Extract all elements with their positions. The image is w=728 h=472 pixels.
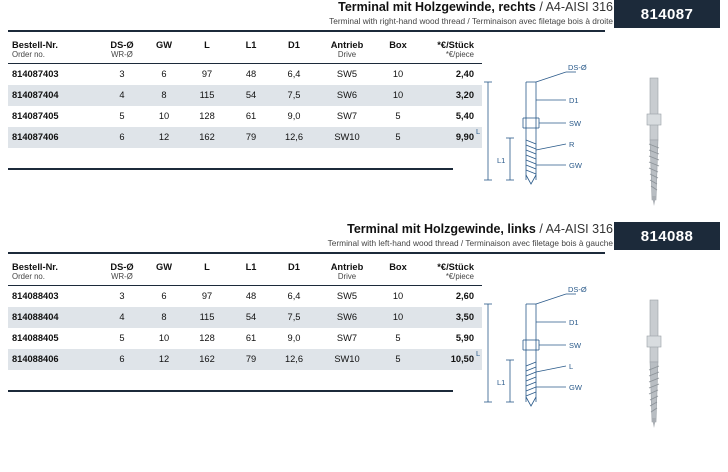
cell-drive: SW10 [334, 354, 360, 364]
cell-box: 10 [392, 69, 404, 80]
cell-l: 115 [199, 312, 215, 322]
section-title-block [93, 222, 613, 249]
cell-l: 162 [199, 354, 215, 364]
cell-order-no: 814088406 [12, 354, 59, 364]
cell-drive: SW10 [334, 132, 360, 142]
section-title-en-fr: Terminal with left-hand wood thread / Terminaison avec filetage bois à gauche [327, 238, 613, 248]
cell-l1: 54 [245, 312, 257, 322]
table-row [8, 127, 482, 148]
cell-d1: 12,6 [284, 354, 304, 364]
cell-gw: 6 [161, 69, 167, 80]
section-title-main: Terminal mit Holzgewinde, rechts [338, 0, 536, 14]
section-title-de [93, 0, 613, 15]
cell-gw: 8 [161, 90, 167, 100]
cell-l1: 48 [245, 69, 257, 80]
col-l-sub [184, 50, 230, 64]
cell-gw: 12 [158, 354, 170, 364]
table-bottom-divider [8, 390, 453, 392]
col-gw: GW [155, 40, 172, 50]
section-title-de [93, 222, 613, 237]
label-ds: DS-Ø [568, 285, 587, 294]
label-gw: GW [569, 161, 582, 170]
col-order-no-sub: Order no. [8, 50, 100, 64]
col-l: L [204, 40, 210, 50]
cell-order-no: 814087404 [12, 90, 59, 100]
cell-d1: 6,4 [287, 69, 301, 80]
cell-ds: 6 [119, 354, 125, 364]
spec-table-head [8, 258, 482, 286]
cell-box: 10 [392, 291, 404, 302]
cell-ds: 3 [119, 291, 125, 302]
cell-price: 2,40 [455, 69, 474, 80]
label-ds: DS-Ø [568, 63, 587, 72]
col-drive: Antrieb [330, 40, 364, 50]
cell-box: 5 [395, 354, 401, 364]
cell-order-no: 814088405 [12, 333, 59, 343]
col-price-sub: *€/piece [418, 50, 482, 64]
cell-d1: 9,0 [287, 111, 301, 121]
col-l1-sub [230, 272, 272, 286]
table-row [8, 307, 482, 328]
col-box-sub [378, 50, 418, 64]
product-section-right-hand [0, 0, 728, 170]
col-price: *€/Stück [437, 40, 474, 50]
cell-box: 10 [392, 90, 404, 100]
label-r: L [569, 362, 574, 371]
cell-gw: 8 [161, 312, 167, 322]
spec-table-head [8, 36, 482, 64]
cell-d1: 7,5 [287, 90, 301, 100]
cell-l1: 79 [245, 354, 257, 364]
col-gw-sub [144, 50, 184, 64]
drawing-label-group [476, 63, 587, 170]
cell-price: 9,90 [455, 132, 474, 142]
spec-table-body [8, 64, 482, 148]
col-d1: D1 [288, 262, 300, 272]
header-divider [8, 30, 605, 32]
cell-ds: 4 [119, 90, 125, 100]
cell-d1: 12,6 [284, 132, 304, 142]
table-row [8, 106, 482, 127]
table-header-row-main [8, 36, 482, 50]
col-d1-sub [272, 272, 316, 286]
col-box: Box [389, 262, 407, 272]
table-header-row-sub [8, 50, 482, 64]
cell-gw: 10 [158, 333, 170, 343]
cell-l1: 61 [245, 333, 257, 343]
col-ds-sub: WR-Ø [100, 50, 144, 64]
cell-d1: 9,0 [287, 333, 301, 343]
col-l: L [204, 262, 210, 272]
spec-table-wrap [8, 36, 474, 148]
col-price-sub: *€/piece [418, 272, 482, 286]
product-code-badge: 814087 [614, 0, 720, 28]
cell-l: 128 [199, 333, 215, 343]
table-header-row-sub [8, 272, 482, 286]
label-l: L [476, 349, 481, 358]
cell-price: 2,60 [455, 291, 474, 302]
cell-price: 5,40 [455, 111, 474, 121]
col-box: Box [389, 40, 407, 50]
table-row [8, 85, 482, 106]
cell-l1: 79 [245, 132, 257, 142]
label-l1: L1 [497, 378, 506, 387]
table-bottom-divider [8, 168, 453, 170]
cell-box: 5 [395, 132, 401, 142]
cell-l1: 48 [245, 291, 257, 302]
cell-order-no: 814088403 [12, 291, 59, 302]
cell-drive: SW5 [336, 69, 358, 80]
cell-ds: 4 [119, 312, 125, 322]
col-l1: L1 [245, 40, 257, 50]
col-gw: GW [155, 262, 172, 272]
label-gw: GW [569, 383, 582, 392]
cell-price: 5,90 [455, 333, 474, 343]
cell-d1: 7,5 [287, 312, 301, 322]
cell-l: 128 [199, 111, 215, 121]
col-price: *€/Stück [437, 262, 474, 272]
drawing-svg [470, 282, 720, 432]
col-d1: D1 [288, 40, 300, 50]
cell-order-no: 814087406 [12, 132, 59, 142]
col-d1-sub [272, 50, 316, 64]
col-gw-sub [144, 272, 184, 286]
table-row [8, 349, 482, 370]
table-row [8, 64, 482, 85]
col-l-sub [184, 272, 230, 286]
label-d1: D1 [569, 96, 579, 105]
cell-gw: 10 [158, 111, 170, 121]
col-order-no-sub: Order no. [8, 272, 100, 286]
spec-table [8, 36, 482, 148]
cell-order-no: 814088404 [12, 312, 59, 322]
drawing-label-group [476, 285, 587, 392]
cell-ds: 5 [119, 111, 125, 121]
cell-box: 10 [392, 312, 404, 322]
cell-l1: 54 [245, 90, 257, 100]
section-header [0, 0, 728, 34]
col-l1: L1 [245, 262, 257, 272]
col-order-no: Bestell-Nr. [12, 40, 58, 50]
cell-drive: SW5 [336, 291, 358, 302]
label-d1: D1 [569, 318, 579, 327]
cell-drive: SW7 [336, 333, 358, 343]
col-drive-sub: Drive [316, 50, 378, 64]
product-photo [647, 300, 661, 428]
technical-drawing [470, 60, 720, 210]
col-drive-sub: Drive [316, 272, 378, 286]
spec-table [8, 258, 482, 370]
cell-l: 162 [199, 132, 215, 142]
cell-price: 3,50 [455, 312, 474, 322]
cell-ds: 5 [119, 333, 125, 343]
product-code-badge: 814088 [614, 222, 720, 250]
cell-l: 97 [201, 69, 213, 80]
product-section-left-hand [0, 222, 728, 392]
cell-l: 97 [201, 291, 213, 302]
cell-box: 5 [395, 111, 401, 121]
cell-drive: SW7 [336, 111, 358, 121]
cell-gw: 6 [161, 291, 167, 302]
section-title-en-fr: Terminal with right-hand wood thread / Terminaison avec filetage bois à droite [329, 16, 613, 26]
label-r: R [569, 140, 575, 149]
label-l1: L1 [497, 156, 506, 165]
col-ds: DS-Ø [110, 262, 134, 272]
drawing-svg [470, 60, 720, 210]
cell-l1: 61 [245, 111, 257, 121]
section-title-main: Terminal mit Holzgewinde, links [347, 222, 536, 236]
cell-ds: 6 [119, 132, 125, 142]
col-box-sub [378, 272, 418, 286]
cell-order-no: 814087405 [12, 111, 59, 121]
cell-box: 5 [395, 333, 401, 343]
cell-drive: SW6 [336, 90, 358, 100]
col-ds-sub: WR-Ø [100, 272, 144, 286]
cell-gw: 12 [158, 132, 170, 142]
label-l: L [476, 127, 481, 136]
section-title-norm: / A4-AISI 316 [539, 222, 613, 236]
col-l1-sub [230, 50, 272, 64]
section-header [0, 222, 728, 256]
label-sw: SW [569, 341, 582, 350]
section-title-block [93, 0, 613, 27]
cell-l: 115 [199, 90, 215, 100]
spec-table-wrap [8, 258, 474, 370]
col-drive: Antrieb [330, 262, 364, 272]
col-ds: DS-Ø [110, 40, 134, 50]
table-row [8, 328, 482, 349]
cell-order-no: 814087403 [12, 69, 59, 80]
cell-price: 10,50 [450, 354, 474, 364]
section-title-norm: / A4-AISI 316 [539, 0, 613, 14]
cell-d1: 6,4 [287, 291, 301, 302]
col-order-no: Bestell-Nr. [12, 262, 58, 272]
technical-drawing [470, 282, 720, 432]
spec-table-body [8, 286, 482, 370]
cell-price: 3,20 [455, 90, 474, 100]
cell-drive: SW6 [336, 312, 358, 322]
table-header-row-main [8, 258, 482, 272]
table-row [8, 286, 482, 307]
label-sw: SW [569, 119, 582, 128]
cell-ds: 3 [119, 69, 125, 80]
product-photo [647, 78, 661, 206]
header-divider [8, 252, 605, 254]
